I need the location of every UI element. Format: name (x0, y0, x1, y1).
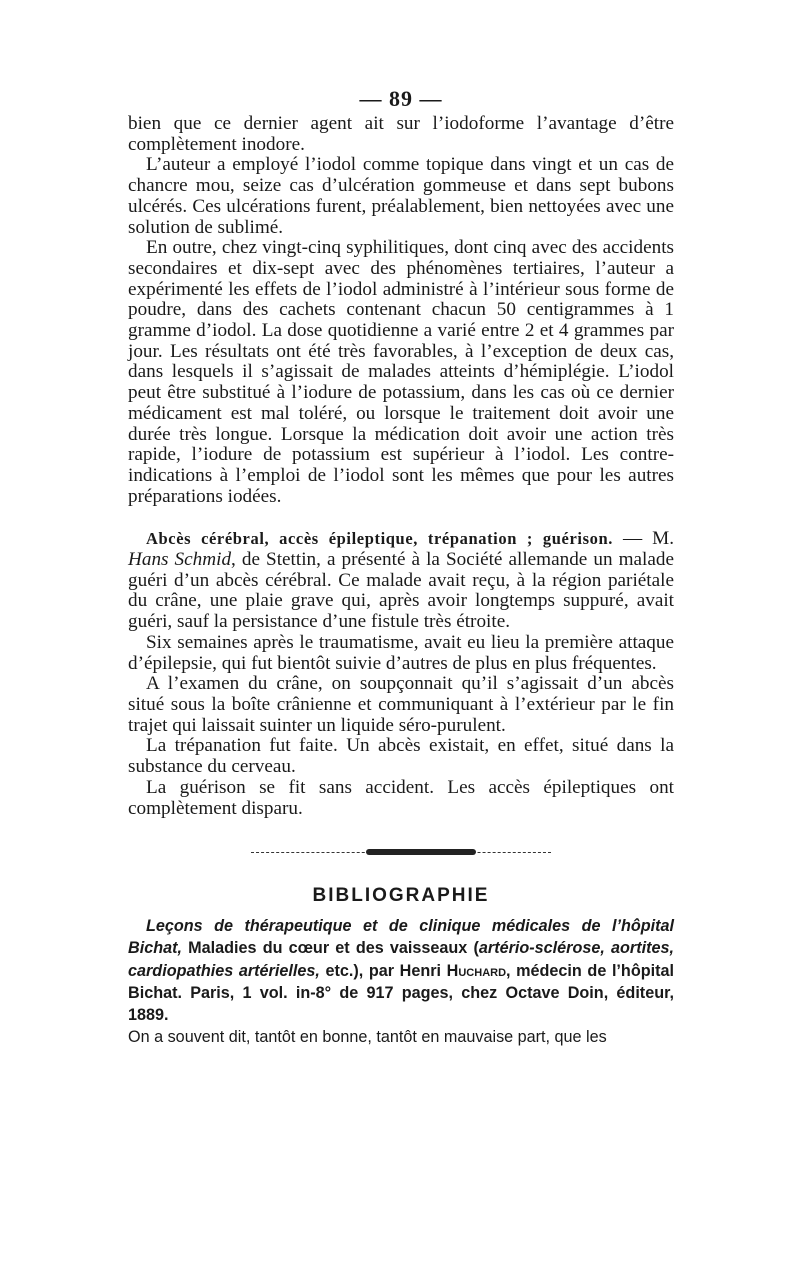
spacer (128, 507, 674, 529)
book-author: Huchard (446, 961, 507, 980)
article-paragraph-2: Six semaines après le traumatisme, avait eu lieu la première attaque d’épilepsie, qui fut bientôt suivie d’autres de plus en plus fréquentes. (128, 631, 674, 674)
article-intro-text: , de Stettin, a présenté à la Société allemande un malade guéri d’un abcès cérébral. Ce malade avait reçu, à la région pariétale du crâne, une plaie grave qui, après avoir longtemps suppuré, avait guéri, sauf la persistance d’une fistule très étroite. (128, 549, 675, 633)
book-topics: artério-sclérose, aortites, cardiopathies artérielles, (128, 939, 674, 980)
ornament-center (366, 849, 476, 855)
book-subtitle: Maladies du cœur et des vaisseaux (181, 939, 468, 958)
page-number: — 89 — (359, 86, 443, 111)
bibliography-following-line: On a souvent dit, tantôt en bonne, tantôt en mauvaise part, que les (128, 1028, 607, 1047)
article-paragraph-5: La guérison se fit sans accident. Les accès épileptiques ont complètement disparu. (128, 776, 674, 819)
article-intro (128, 529, 674, 633)
article-paragraph-4: La trépanation fut faite. Un abcès existait, en effet, situé dans la substance du cerveau. (128, 735, 674, 778)
article-title: Abcès cérébral, accès épileptique, trépanation ; guérison. (146, 529, 613, 549)
ornament-divider (251, 847, 551, 859)
bibliography-entry (128, 915, 674, 1026)
paren-open: ( (467, 939, 479, 958)
book-title: Leçons de thérapeutique et de clinique médicales de l’hôpital Bichat, (128, 917, 674, 958)
article-dash: — M. (612, 528, 675, 550)
book-by: etc.), par Henri (319, 961, 447, 980)
paragraph-iodol-internal: En outre, chez vingt-cinq syphilitiques, dont cinq avec des accidents secondaires et dix-sept avec des phénomènes tertiaires, l’auteur a expérimenté les effets de l’iodol administré à l’intérieur sous forme de poudre, dans des cachets contenant chacun 50 centigrammes à 1 gramme d’iodol. La dose quotidienne a varié entre 2 et 4 grammes par jour. Les résultats ont été très favorables, à l’exception de deux cas, dans lesquels il s’agissait de malades atteints d’hémiplégie. L’iodol peut être substitué à l’iodure de potassium, dans les cas où ce dernier médicament est mal toléré, ou lorsque le traitement doit avoir une durée très longue. Lorsque la médication doit avoir une action très rapide, l’iodure de potassium est supérieur à l’iodol. Les contre-indications à l’emploi de l’iodol sont les mêmes que pour les autres préparations iodées. (128, 237, 674, 507)
bibliography (128, 915, 674, 1048)
paragraph-continuation: bien que ce dernier agent ait sur l’iodoforme l’avantage d’être complètement inodore. (128, 113, 674, 155)
article-paragraph-3: A l’examen du crâne, on soupçonnait qu’il s’agissait d’un abcès situé sous la boîte crânienne et communiquant à l’extérieur par le fin trajet qui laissait suinter un liquide séro-purulent. (128, 673, 674, 736)
article-author: Hans Schmid (128, 549, 232, 571)
section-heading: BIBLIOGRAPHIE (312, 885, 490, 907)
book-details: , médecin de l’hôpital Bichat. Paris, 1 vol. in-8° de 917 pages, chez Octave Doin, éditeur, 1889. (128, 961, 674, 1025)
text-column (128, 86, 674, 1048)
paragraph-iodol-topical: L’auteur a employé l’iodol comme topique dans vingt et un cas de chancre mou, seize cas d’ulcération gommeuse et dans sept bubons ulcérés. Ces ulcérations furent, préalablement, bien nettoyées avec une solution de sublimé. (128, 154, 674, 238)
